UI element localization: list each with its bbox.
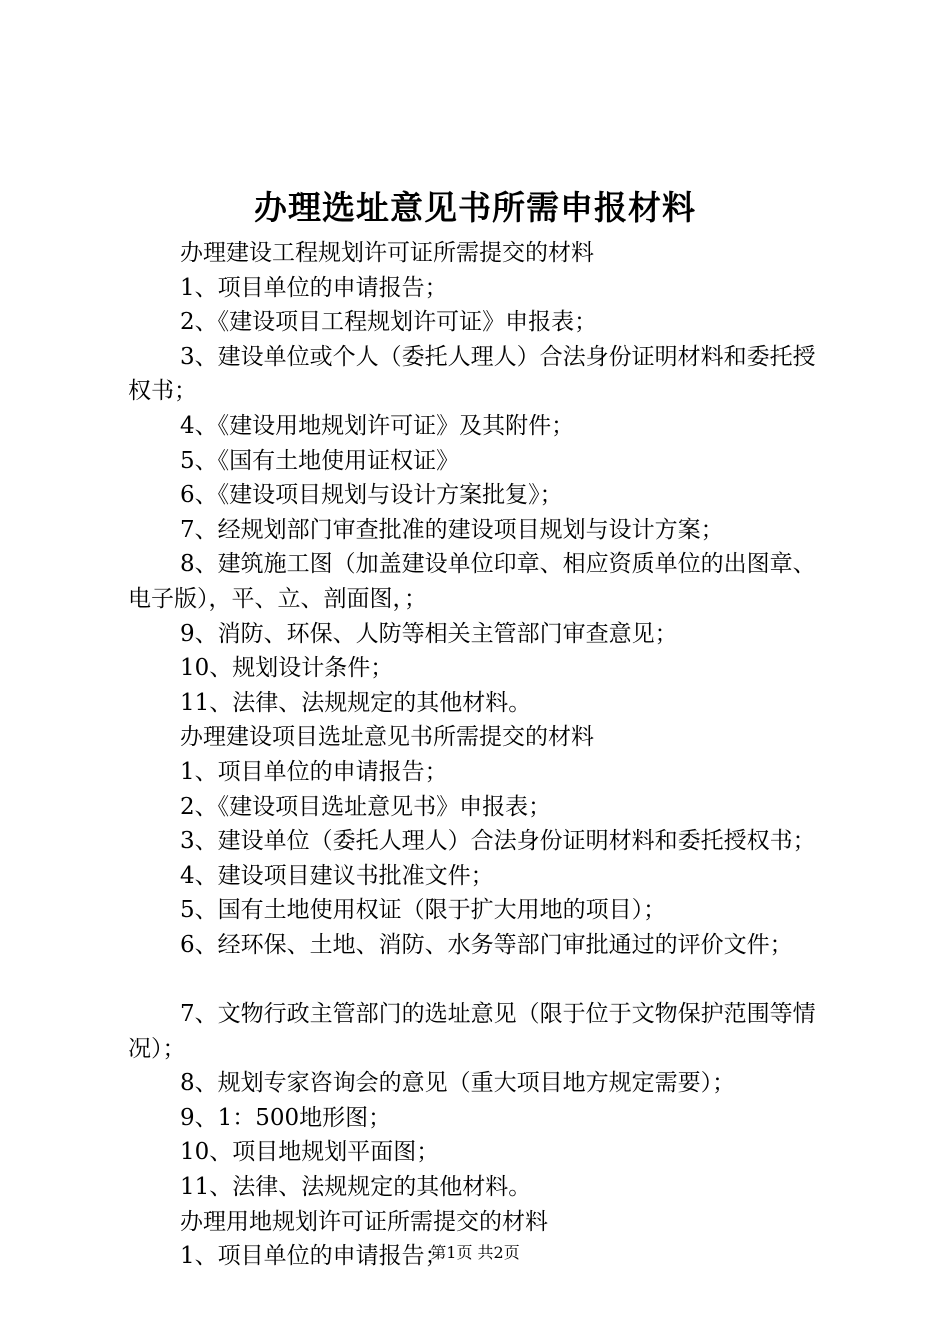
paragraph-item: 4、建设项目建议书批准文件； — [180, 862, 494, 889]
paragraph-section-heading: 办理用地规划许可证所需提交的材料 — [180, 1208, 548, 1235]
paragraph-item: 7、文物行政主管部门的选址意见（限于位于文物保护范围等情况）； — [128, 1001, 816, 1062]
document-body — [128, 236, 838, 1274]
paragraph-item: 3、建设单位（委托人理人）合法身份证明材料和委托授权书； — [180, 828, 816, 855]
blank-line — [128, 962, 838, 997]
paragraph-item: 1、项目单位的申请报告； — [180, 1243, 448, 1270]
paragraph-item: 7、经规划部门审查批准的建设项目规划与设计方案； — [180, 516, 724, 543]
paragraph-item: 11、法律、法规规定的其他材料。 — [180, 689, 532, 716]
paragraph-item: 5、国有土地使用权证（限于扩大用地的项目）； — [180, 897, 667, 924]
paragraph-item: 2、《建设项目工程规划许可证》申报表； — [180, 309, 598, 336]
page-number-footer: 第1页 共2页 — [430, 1243, 520, 1262]
paragraph-item: 4、《建设用地规划许可证》及其附件； — [180, 412, 575, 439]
document-title: 办理选址意见书所需申报材料 — [254, 188, 696, 227]
paragraph-item: 5、《国有土地使用证权证》 — [180, 447, 460, 474]
paragraph-item: 1、项目单位的申请报告； — [180, 274, 448, 301]
paragraph-item: 11、法律、法规规定的其他材料。 — [180, 1174, 532, 1201]
paragraph-item: 10、规划设计条件； — [180, 655, 394, 682]
paragraph-item: 8、建筑施工图（加盖建设单位印章、相应资质单位的出图章、电子版），平、立、剖面图，； — [128, 551, 816, 612]
paragraph-item: 6、《建设项目规划与设计方案批复》； — [180, 482, 563, 509]
paragraph-item: 6、经环保、土地、消防、水务等部门审批通过的评价文件； — [180, 931, 793, 958]
paragraph-item: 1、项目单位的申请报告； — [180, 758, 448, 785]
paragraph-item: 2、《建设项目选址意见书》申报表； — [180, 793, 552, 820]
paragraph-item: 9、消防、环保、人防等相关主管部门审查意见； — [180, 620, 678, 647]
paragraph-section-heading: 办理建设项目选址意见书所需提交的材料 — [180, 724, 594, 751]
paragraph-item: 9、1：500地形图； — [180, 1104, 392, 1131]
paragraph-item: 10、项目地规划平面图； — [180, 1139, 440, 1166]
paragraph-section-heading: 办理建设工程规划许可证所需提交的材料 — [180, 240, 594, 266]
paragraph-item: 8、规划专家咨询会的意见（重大项目地方规定需要）； — [180, 1070, 736, 1097]
paragraph-item: 3、建设单位或个人（委托人理人）合法身份证明材料和委托授权书； — [128, 343, 816, 405]
